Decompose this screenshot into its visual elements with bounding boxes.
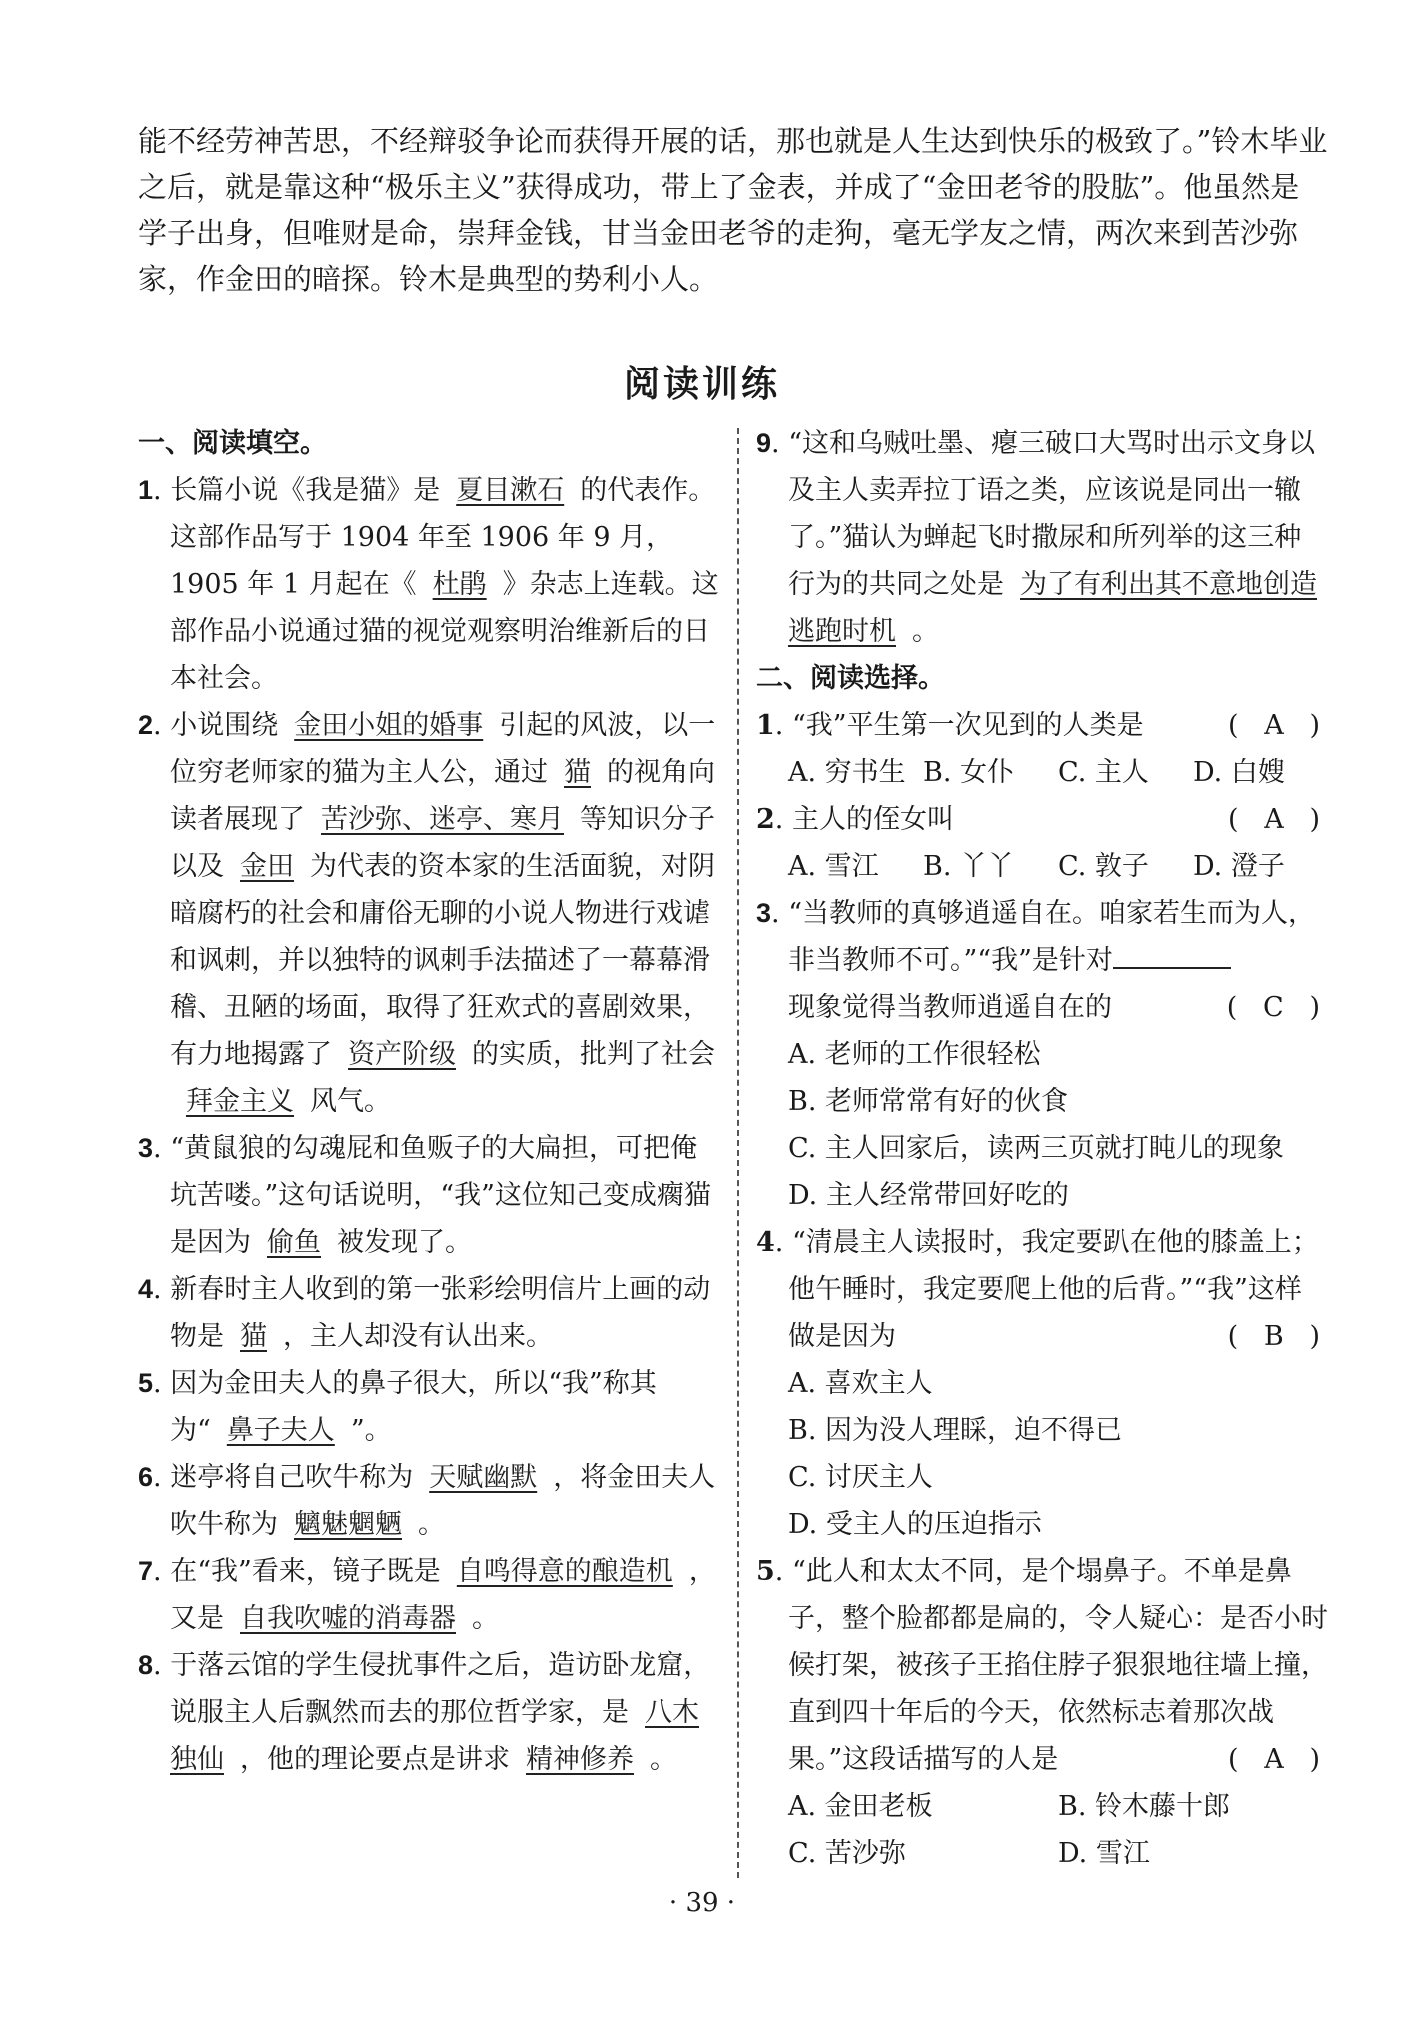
question-stem: “此人和太太不同，是个塌鼻子。不单是鼻子，整个脸都都是扁的，令人疑心：是否小时候打架，被孩子王掐住脖子狠狠地往墙上撞，直到四十年后的今天，依然标志着那次战果。”这段话描写的人是	[788, 1556, 1328, 1775]
option: C. 主人	[1058, 757, 1149, 788]
question-text: 新春时主人收到的第一张彩绘明信片上画的动物是	[170, 1274, 711, 1352]
question-number: 1	[756, 710, 775, 741]
section-choice-heading: 二、阅读选择。	[756, 663, 945, 694]
column-divider	[737, 428, 739, 1878]
option: D. 澄子	[1193, 851, 1285, 882]
answer: 金田小姐的婚事	[294, 710, 484, 741]
answer: A	[1264, 804, 1284, 835]
question-text: “黄鼠狼的勾魂屁和鱼贩子的大扁担，可把俺坑苦喽。”这句话说明，“我”这位知己变成瘸猫是因为	[170, 1133, 711, 1258]
question-number: 7	[138, 1556, 154, 1586]
options	[756, 843, 1328, 890]
answer-paren: ( A )	[1227, 710, 1320, 741]
question-text: 。	[418, 1509, 445, 1540]
option: A. 穷书生	[788, 757, 906, 788]
question-number: 2	[138, 710, 154, 740]
options	[756, 1830, 1328, 1877]
answer: 偷鱼	[267, 1227, 321, 1258]
answer: 资产阶级	[348, 1039, 456, 1070]
question-text: 风气。	[310, 1086, 391, 1117]
question-text: ”。	[350, 1415, 392, 1446]
question-text: 被发现了。	[337, 1227, 472, 1258]
answer: 精神修养	[526, 1744, 634, 1775]
answer: B	[1263, 1321, 1284, 1352]
choice-question-1: 1. “我”平生第一次见到的人类是 ( A )	[756, 702, 1328, 749]
answer: 拜金主义	[186, 1086, 294, 1117]
question-text: 迷亭将自己吹牛称为	[170, 1462, 414, 1493]
page-title: 阅读训练	[623, 364, 780, 405]
option: A. 喜欢主人	[788, 1368, 933, 1399]
question-number: 8	[138, 1650, 154, 1680]
option: A. 金田老板	[788, 1791, 933, 1822]
choice-question-3-cont	[756, 984, 1328, 1031]
option: B. 因为没人理睬，迫不得已	[788, 1415, 1123, 1446]
question-text: 》杂志上连载。这部作品小说通过猫的视觉观察明治维新后的日本社会。	[170, 569, 719, 694]
intro-paragraph	[138, 118, 1328, 302]
page-number: · 39 ·	[668, 1888, 736, 1918]
answer: 魑魅魍魉	[294, 1509, 402, 1540]
question-stem: “我”平生第一次见到的人类是	[791, 710, 1144, 741]
answer: 鼻子夫人	[226, 1415, 335, 1446]
answer: 八木独仙	[170, 1697, 699, 1775]
question-stem: “清晨主人读报时，我定要趴在他的膝盖上；他午睡时，我定要爬上他的后背。”“我”这样做是因为	[788, 1227, 1319, 1352]
answer: 自鸣得意的酿造机	[456, 1556, 673, 1587]
question-text: 的代表作。这部作品写于 1904 年至 1906 年 9 月，1905 年 1 月起在《	[170, 475, 716, 600]
answer: 猫	[564, 757, 591, 788]
answer: 苦沙弥、迷亭、寒月	[321, 804, 564, 835]
choice-question-5: 5. “此人和太太不同，是个塌鼻子。不单是鼻子，整个脸都都是扁的，令人疑心：是否小时候打架，被孩子王掐住脖子狠狠地往墙上撞，直到四十年后的今天，依然标志着那次战果。”这段话描写的人是 ( A )	[756, 1548, 1328, 1783]
question-text: 。	[912, 616, 939, 647]
option: B. 铃木藤十郎	[1058, 1791, 1231, 1822]
option: B. 老师常常有好的伙食	[788, 1086, 1069, 1117]
option: B. 女仆	[923, 757, 1015, 788]
question-stem: “当教师的真够逍遥自在。咱家若生而为人，非当教师不可。”“我”是针对	[788, 898, 1316, 976]
question-text: 等知识分子以及	[170, 804, 715, 882]
option: C. 讨厌主人	[788, 1462, 933, 1493]
fill-question-7: 7. 在“我”看来，镜子既是 自鸣得意的酿造机 ，又是 自我吹嘘的消毒器 。	[138, 1556, 716, 1634]
fill-question-1: 1. 长篇小说《我是猫》是 夏目漱石 的代表作。这部作品写于 1904 年至 1906 年 9 月，1905 年 1 月起在《 杜鹃 》杂志上连载。这部作品小说通过猫的视觉观察明治维新后的日本社会。	[138, 475, 719, 694]
question-number: 5	[756, 1556, 775, 1587]
answer: A	[1264, 710, 1284, 741]
answer: 天赋幽默	[429, 1462, 538, 1493]
question-text: 小说围绕	[170, 710, 279, 741]
question-text: 在“我”看来，镜子既是	[170, 1556, 441, 1587]
question-number: 5	[138, 1368, 154, 1398]
fill-question-5: 5. 因为金田夫人的鼻子很大，所以“我”称其为“ 鼻子夫人 ”。	[138, 1368, 657, 1446]
question-text: 的视角向读者展现了	[170, 757, 715, 835]
section-fill-heading: 一、阅读填空。	[138, 428, 327, 459]
option: B. 丫丫	[923, 851, 1015, 882]
question-text: ，他的理论要点是讲求	[240, 1744, 510, 1775]
answer-paren: ( A )	[1227, 804, 1320, 835]
fill-question-4: 4. 新春时主人收到的第一张彩绘明信片上画的动物是 猫 ，主人却没有认出来。	[138, 1274, 711, 1352]
option: D. 主人经常带回好吃的	[788, 1180, 1069, 1211]
answer-paren: ( B )	[1227, 1321, 1320, 1352]
question-text: ，将金田夫人吹牛称为	[170, 1462, 716, 1540]
choice-question-3: 3. “当教师的真够逍遥自在。咱家若生而为人，非当教师不可。”“我”是针对	[756, 898, 1316, 976]
choice-question-2: 2. 主人的侄女叫 ( A )	[756, 796, 1328, 843]
question-number: 6	[138, 1462, 154, 1492]
question-stem: 主人的侄女叫	[791, 804, 954, 835]
answer-paren: ( A )	[1227, 1744, 1320, 1775]
option: D. 雪江	[1058, 1838, 1150, 1869]
answer: 夏目漱石	[456, 475, 565, 506]
question-text: 。	[650, 1744, 677, 1775]
right-column	[756, 420, 1328, 1877]
option: D. 受主人的压迫指示	[788, 1509, 1042, 1540]
question-text: 的实质，批判了社会	[472, 1039, 715, 1070]
question-number: 9	[756, 428, 772, 458]
question-text: 。	[472, 1603, 499, 1634]
options	[756, 1783, 1328, 1830]
question-number: 4	[138, 1274, 154, 1304]
option: C. 苦沙弥	[788, 1838, 906, 1869]
fill-question-9: 9. “这和乌贼吐墨、瘪三破口大骂时出示文身以及主人卖弄拉丁语之类，应该说是同出一辙了。”猫认为蝉起飞时撒尿和所列举的这三种行为的共同之处是 为了有利出其不意地创造逃跑时机 。	[756, 428, 1317, 647]
question-number: 4	[756, 1227, 775, 1258]
fill-question-8: 8. 于落云馆的学生侵扰事件之后，造访卧龙窟，说服主人后飘然而去的那位哲学家，是 八木独仙 ，他的理论要点是讲求 精神修养 。	[138, 1650, 711, 1775]
answer: 金田	[240, 851, 294, 882]
question-text: ，又是	[170, 1556, 716, 1634]
option: A. 雪江	[788, 851, 879, 882]
question-text: 为代表的资本家的生活面貌，对阴暗腐朽的社会和庸俗无聊的小说人物进行戏谑和讽刺，并以独特的讽刺手法描述了一幕幕滑稽、丑陋的场面，取得了狂欢式的喜剧效果，有力地揭露了	[170, 851, 715, 1070]
question-number: 3	[756, 898, 772, 928]
answer: 猫	[240, 1321, 267, 1352]
answer-paren: ( C )	[1226, 992, 1320, 1023]
blank-line	[1113, 941, 1231, 969]
question-text: “这和乌贼吐墨、瘪三破口大骂时出示文身以及主人卖弄拉丁语之类，应该说是同出一辙了。”猫认为蝉起飞时撒尿和所列举的这三种行为的共同之处是	[788, 428, 1316, 600]
answer: A	[1264, 1744, 1284, 1775]
intro-text: 能不经劳神苦思，不经辩驳争论而获得开展的话，那也就是人生达到快乐的极致了。”铃木毕业之后，就是靠这种“极乐主义”获得成功，带上了金表，并成了“金田老爷的股肱”。他虽然是学子出身，但唯财是命，崇拜金钱，甘当金田老爷的走狗，毫无学友之情，两次来到苦沙弥家，作金田的暗探。铃木是典型的势利小人。	[138, 124, 1328, 296]
question-number: 3	[138, 1133, 154, 1163]
option: C. 主人回家后，读两三页就打盹儿的现象	[788, 1133, 1284, 1164]
option: C. 敦子	[1058, 851, 1149, 882]
question-text: 长篇小说《我是猫》是	[170, 475, 441, 506]
question-text: 引起的风波，以一位穷老师家的猫为主人公，通过	[170, 710, 716, 788]
answer: 杜鹃	[432, 569, 487, 600]
choice-question-4: 4. “清晨主人读报时，我定要趴在他的膝盖上；他午睡时，我定要爬上他的后背。”“我”这样做是因为 ( B )	[756, 1219, 1328, 1360]
answer: 自我吹嘘的消毒器	[240, 1603, 456, 1634]
question-number: 2	[756, 804, 775, 835]
question-text: ，主人却没有认出来。	[283, 1321, 553, 1352]
answer: 为了有利出其不意地创造逃跑时机	[788, 569, 1317, 647]
question-stem: 现象觉得当教师逍遥自在的	[788, 992, 1112, 1023]
question-number: 1	[138, 475, 154, 505]
option: D. 白嫂	[1193, 757, 1285, 788]
answer: C	[1263, 992, 1284, 1023]
fill-question-2: 2. 小说围绕 金田小姐的婚事 引起的风波，以一位穷老师家的猫为主人公，通过 猫 的视角向读者展现了 苦沙弥、迷亭、寒月 等知识分子以及 金田 为代表的资本家的生活面貌，对阴暗腐朽的社会和庸俗无聊的小说人物进行戏谑和讽刺，并以独特的讽刺手法描述了一幕幕滑稽、丑陋的场面，取得了狂欢式的喜剧效果，有力地揭露了 资产阶级 的实质，批判了社会拜金主义 风气。	[138, 710, 716, 1117]
left-column	[138, 420, 720, 1783]
option: A. 老师的工作很轻松	[788, 1039, 1041, 1070]
question-text: 因为金田夫人的鼻子很大，所以“我”称其为“	[170, 1368, 657, 1446]
fill-question-3: 3. “黄鼠狼的勾魂屁和鱼贩子的大扁担，可把俺坑苦喽。”这句话说明，“我”这位知己变成瘸猫是因为 偷鱼 被发现了。	[138, 1133, 711, 1258]
question-text: 于落云馆的学生侵扰事件之后，造访卧龙窟，说服主人后飘然而去的那位哲学家，是	[170, 1650, 711, 1728]
fill-question-6: 6. 迷亭将自己吹牛称为 天赋幽默 ，将金田夫人吹牛称为 魑魅魍魉 。	[138, 1462, 716, 1540]
options	[756, 749, 1328, 796]
